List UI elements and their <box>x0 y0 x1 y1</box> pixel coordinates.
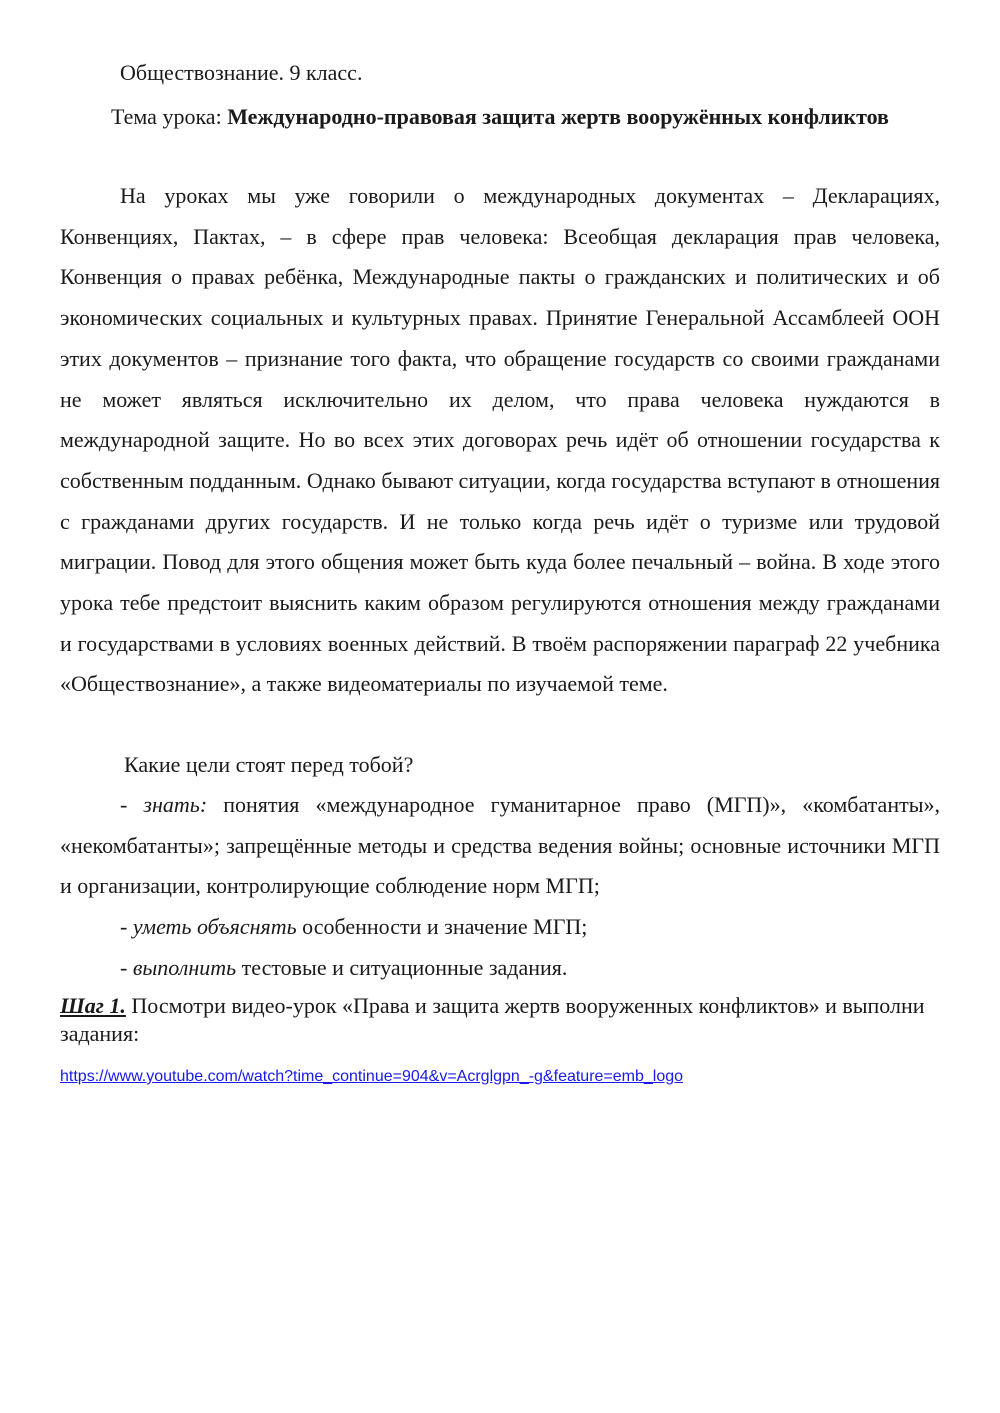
lesson-topic <box>60 97 940 137</box>
goals-question: Какие цели стоят перед тобой? <box>124 752 414 777</box>
topic-title: Международно-правовая защита жертв вооружённых конфликтов <box>227 104 889 129</box>
goal-explain-text: особенности и значение МГП; <box>296 914 588 939</box>
goal-know-verb: знать: <box>143 792 208 817</box>
intro-paragraph: На уроках мы уже говорили о международных документах – Декларациях, Конвенциях, Пактах, – в сфере прав человека: Всеобщая декларация прав человека, Конвенция о правах ребёнка, Международные пакты о гражданских и политических и об экономических социальных и культурных правах. Принятие Генеральной Ассамблеей ООН этих документов – признание того факта, что обращение государств со своими гражданами не может являться исключительно их делом, что права человека нуждаются в международной защите. Но во всех этих договорах речь идёт об отношении государства к собственным подданным. Однако бывают ситуации, когда государства вступают в отношения с гражданами других государств. И не только когда речь идёт о туризме или трудовой миграции. Повод для этого общения может быть куда более печальный – война. В ходе этого урока тебе предстоит выяснить каким образом регулируются отношения между гражданами и государствами в условиях военных действий. В твоём распоряжении параграф 22 учебника «Обществознание», а также видеоматериалы по изучаемой теме. <box>60 183 940 697</box>
video-lesson-link[interactable]: https://www.youtube.com/watch?time_continue=904&v=Acrglgpn_-g&feature=emb_logo <box>60 1068 684 1085</box>
goal-do-verb: выполнить <box>132 955 237 980</box>
goal-know-prefix: - <box>120 792 144 817</box>
step-1 <box>60 992 940 1048</box>
goal-know-text: понятия «международное гуманитарное право (МГП)», «комбатанты», «некомбатанты»; запрещённые методы и средства ведения войны; основные источники МГП и организации, контролирующие соблюдение норм МГП; <box>60 792 940 899</box>
topic-label: Тема урока: <box>111 104 228 129</box>
goal-explain-prefix: - <box>120 914 133 939</box>
goal-do-text: тестовые и ситуационные задания. <box>236 955 568 980</box>
goal-explain-verb: уметь объяснять <box>132 914 297 939</box>
step-1-label: Шаг 1. <box>60 993 126 1018</box>
goal-do <box>60 948 940 989</box>
goal-know <box>60 785 940 907</box>
goal-do-prefix: - <box>120 955 133 980</box>
goal-explain <box>60 907 940 948</box>
subject-line: Обществознание. 9 класс. <box>120 60 363 85</box>
step-1-text: Посмотри видео-урок «Права и защита жертв вооруженных конфликтов» и выполни задания: <box>60 993 925 1046</box>
